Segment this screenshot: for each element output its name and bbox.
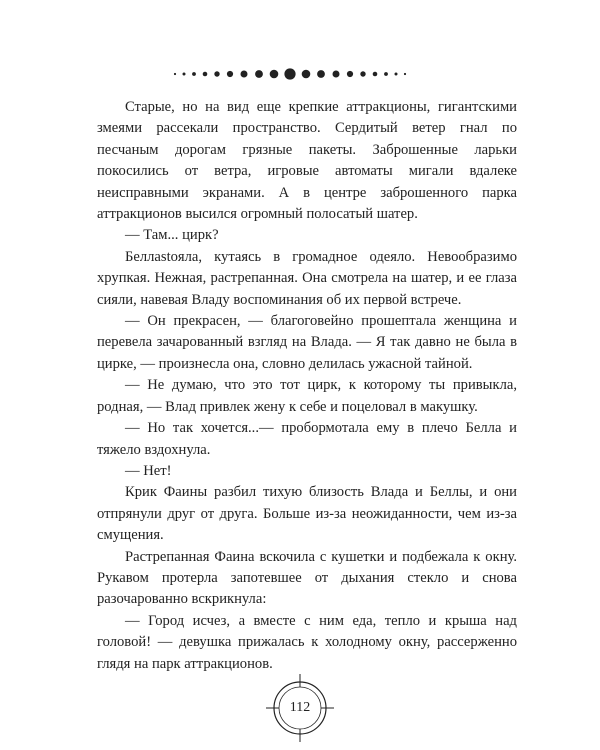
paragraph: — Там... цирк? — [125, 227, 219, 244]
paragraph: — Не думаю, что это тот цирк, к которому ты привыкла, родная, — Влад привлек жену к себе и поцеловал в макушку. — [97, 377, 517, 415]
paragraph: Беллastoяла, кутаясь в громадное одеяло. Невообразимо хрупкая. Нежная, растрепанная. Она смотрела на шатер, и ее глаза сияли, навевая Владу воспоминания об их первой встрече. — [97, 248, 517, 308]
page-number-badge — [260, 668, 340, 748]
paragraph: Растрепанная Фаина вскочила с кушетки и подбежала к окну. Рукавом протерла запотевшее от дыхания стекло и снова разочарованно вскрикнула: — [97, 548, 517, 608]
paragraph: — Но так хочется...— пробормотала ему в плечо Белла и тяжело вздохнула. — [97, 420, 517, 458]
paragraph: Старые, но на вид еще крепкие аттракционы, гигантскими змеями рассекали пространство. Сердитый ветер гнал по песчаным дорогам грязные пакеты. Заброшенные ларьки покосились от ветра, игровые автоматы мигали вдалеке неисправными экранами. А в центре заброшенного парка аттракционов высился огромный полосатый шатер. — [97, 99, 517, 223]
body-text — [97, 97, 517, 675]
paragraph: — Нет! — [125, 462, 172, 479]
dot-ornament — [0, 64, 600, 84]
paragraph: — Он прекрасен, — благоговейно прошептала женщина и перевела зачарованный взгляд на Влада. — Я так давно не была в цирке, — произнесла она, словно делилась ужасной тайной. — [97, 313, 517, 372]
paragraph: — Город исчез, а вместе с ним еда, тепло и крыша над головой! — девушка прижалась к холодному окну, рассерженно глядя на парк аттракционов. — [97, 612, 517, 672]
page-number: 112 — [289, 700, 311, 715]
paragraph: Крик Фаины разбил тихую близость Влада и Беллы, и они отпрянули друг от друга. Больше из-за неожиданности, чем из-за смущения. — [97, 484, 517, 544]
